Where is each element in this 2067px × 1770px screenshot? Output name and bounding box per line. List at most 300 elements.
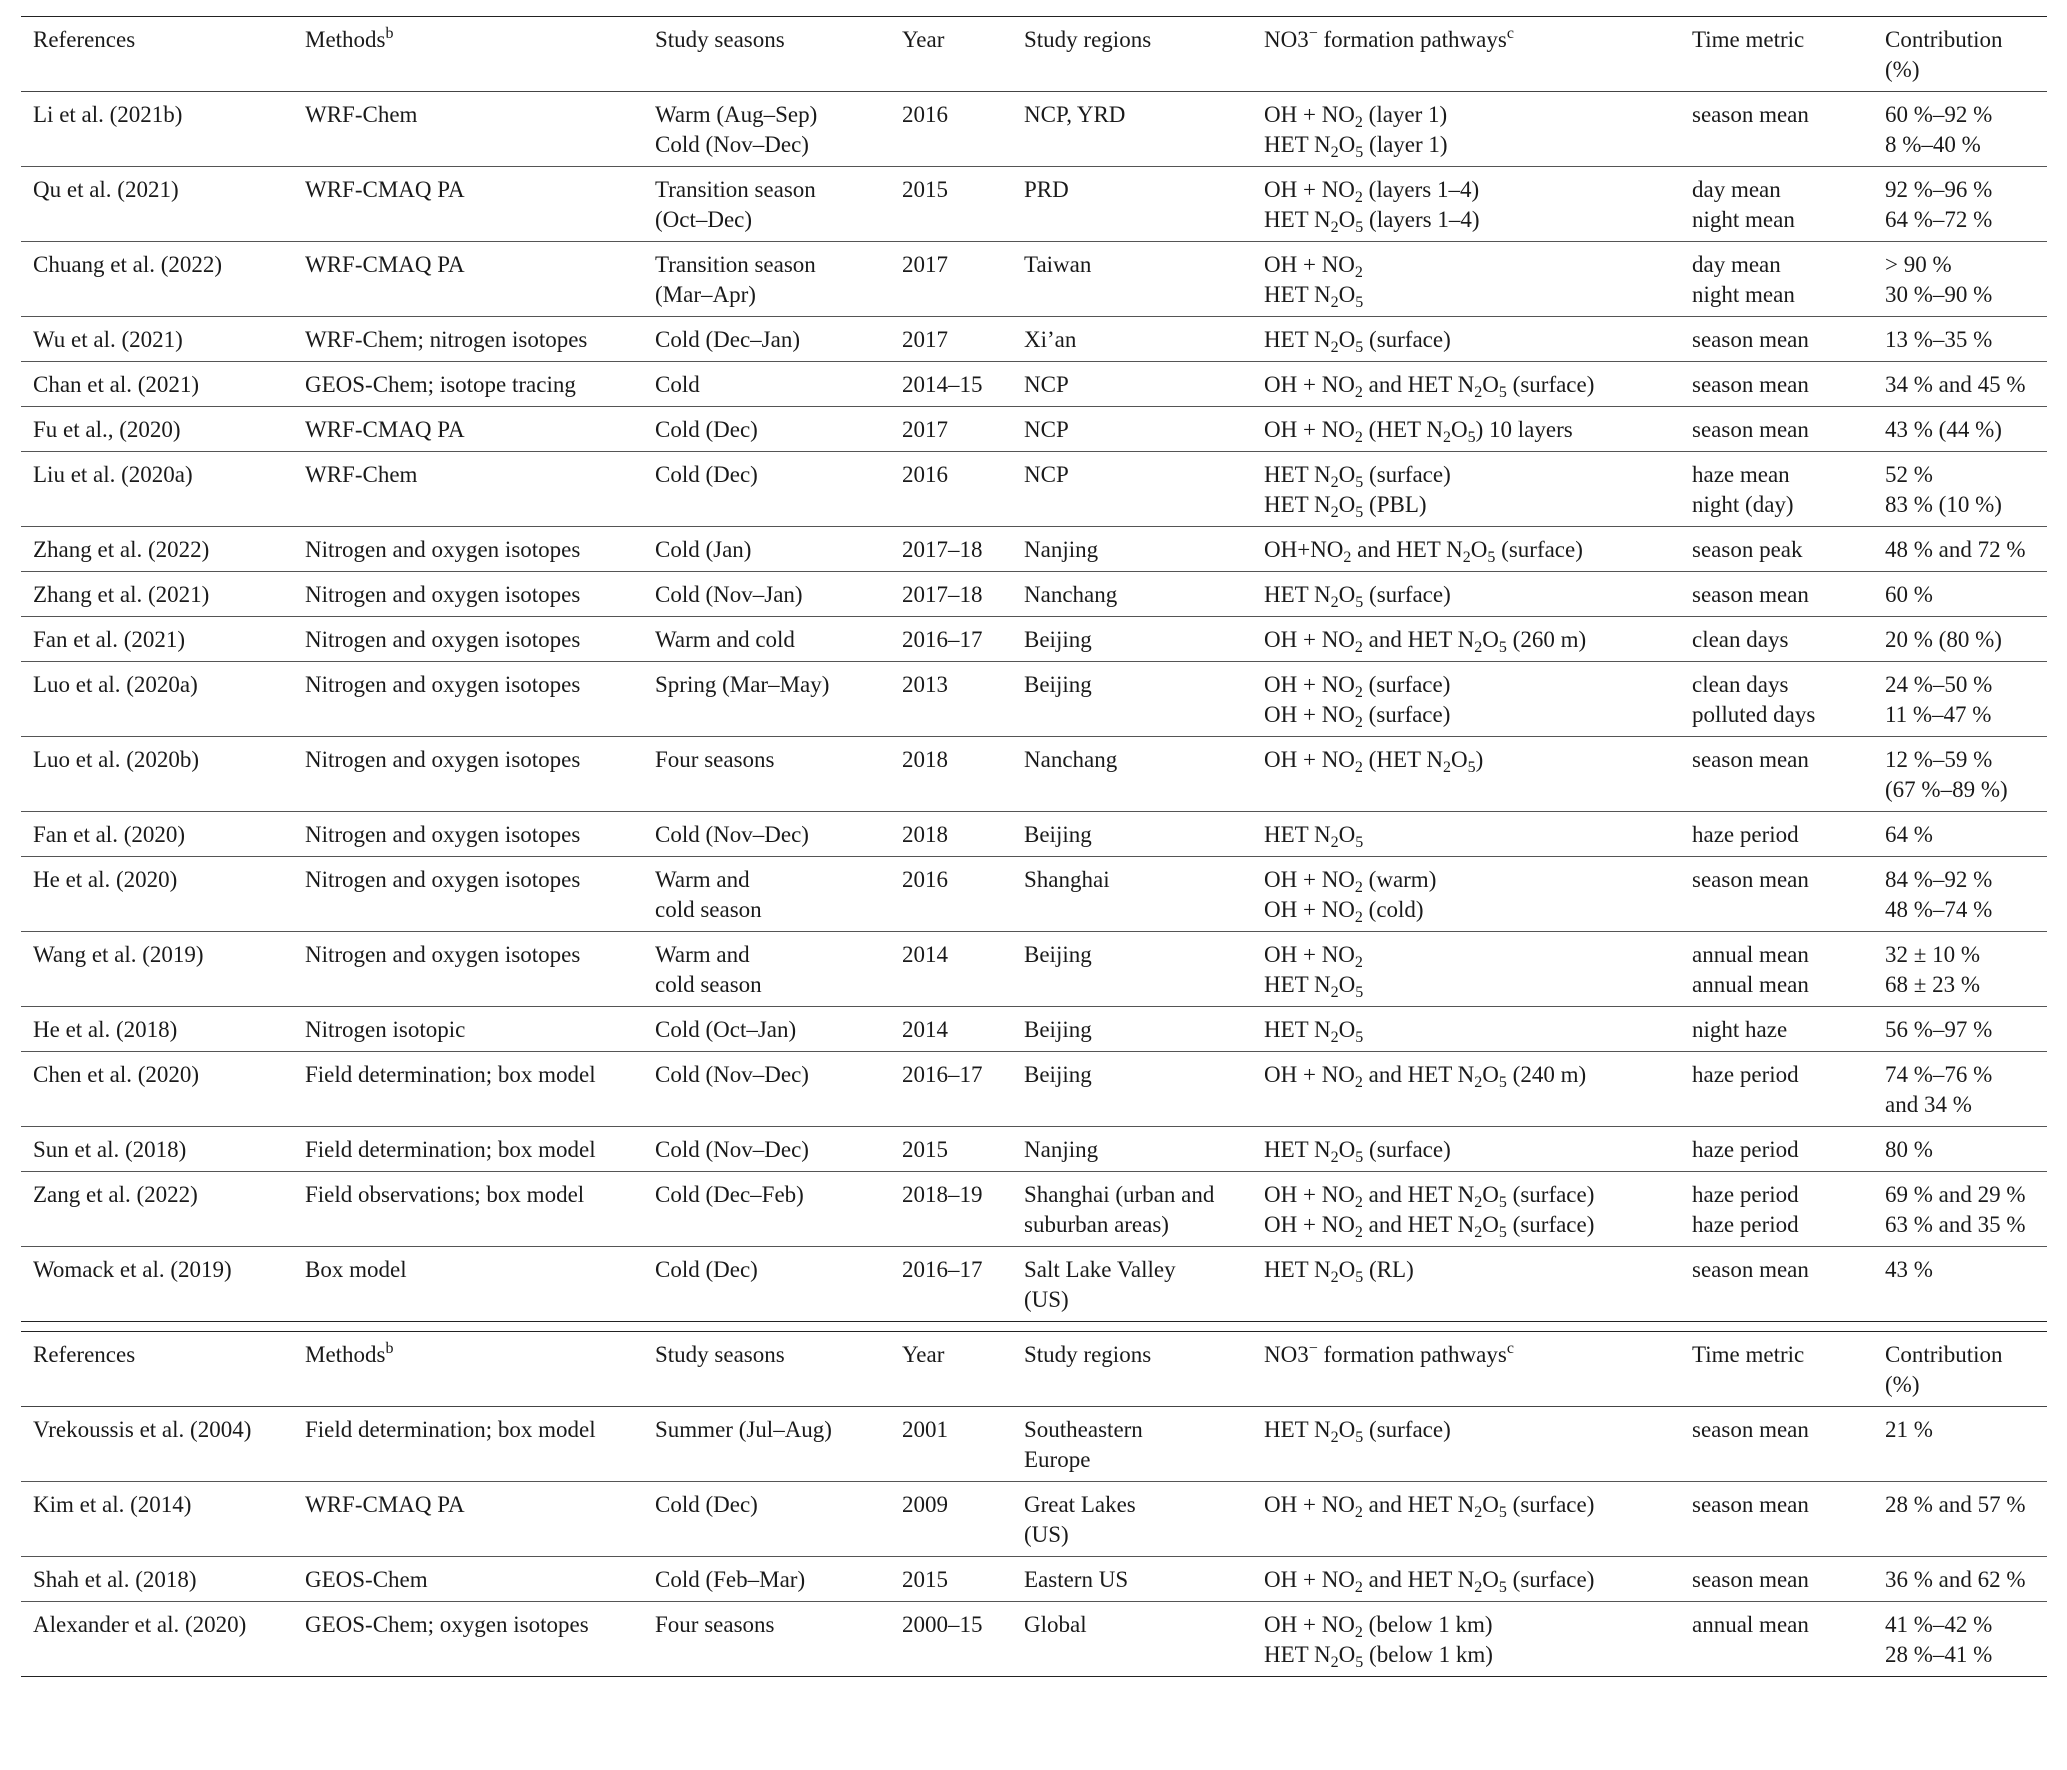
cell-line: season mean bbox=[1692, 1257, 1809, 1282]
cell-line: Spring (Mar–May) bbox=[655, 672, 830, 697]
cell-line: 80 % bbox=[1885, 1137, 1933, 1162]
header-region bbox=[1012, 1332, 1252, 1407]
cell-line: 43 % (44 %) bbox=[1885, 417, 2002, 442]
cell-line: day mean bbox=[1692, 177, 1781, 202]
cell-line: Cold (Dec) bbox=[655, 1492, 758, 1517]
cell-line: 2018 bbox=[902, 822, 948, 847]
cell-line: Four seasons bbox=[655, 747, 775, 772]
cell-line: HET $N_2O_5$ (RL) bbox=[1264, 1257, 1414, 1286]
cell-year bbox=[890, 1172, 1012, 1247]
cell-pathway bbox=[1252, 1482, 1680, 1557]
cell-line: HET $N_2O_5$ (PBL) bbox=[1264, 492, 1427, 521]
cell-line: annual mean bbox=[1692, 972, 1809, 997]
table-row bbox=[21, 407, 2047, 452]
cell-method bbox=[293, 317, 643, 362]
table-row bbox=[21, 617, 2047, 662]
cell-line: > 90 % bbox=[1885, 252, 1952, 277]
cell-region bbox=[1012, 362, 1252, 407]
cell-line: season mean bbox=[1692, 327, 1809, 352]
cell-line: Beijing bbox=[1024, 1017, 1092, 1042]
cell-time-metric bbox=[1680, 1052, 1873, 1127]
cell-time-metric bbox=[1680, 1557, 1873, 1602]
cell-line: GEOS-Chem; isotope tracing bbox=[305, 372, 576, 397]
cell-year bbox=[890, 92, 1012, 167]
cell-method bbox=[293, 362, 643, 407]
cell-line: (US) bbox=[1024, 1522, 1069, 1547]
cell-method bbox=[293, 932, 643, 1007]
cell-line: night haze bbox=[1692, 1017, 1788, 1042]
cell-line: HET $N_2O_5$ (surface) bbox=[1264, 1137, 1451, 1166]
cell-line: Nitrogen isotopic bbox=[305, 1017, 466, 1042]
cell-line: Contribution bbox=[1885, 1342, 2003, 1367]
header-time-metric bbox=[1680, 17, 1873, 92]
cell-line: (67 %–89 %) bbox=[1885, 777, 2008, 802]
cell-year bbox=[890, 527, 1012, 572]
cell-contribution bbox=[1873, 1557, 2047, 1602]
cell-season bbox=[643, 1172, 890, 1247]
cell-line: annual mean bbox=[1692, 1612, 1809, 1637]
cell-line: 28 %–41 % bbox=[1885, 1642, 1993, 1667]
cell-line: Beijing bbox=[1024, 822, 1092, 847]
cell-reference bbox=[21, 1127, 293, 1172]
cell-contribution bbox=[1873, 92, 2047, 167]
cell-line: Methods$^b$ bbox=[305, 1340, 394, 1367]
cell-contribution bbox=[1873, 317, 2047, 362]
cell-line: Fu et al., (2020) bbox=[33, 417, 181, 442]
cell-line: Warm and cold bbox=[655, 627, 795, 652]
cell-reference bbox=[21, 407, 293, 452]
cell-contribution bbox=[1873, 857, 2047, 932]
cell-contribution bbox=[1873, 1602, 2047, 1677]
cell-line: OH + $NO_2$ and HET $N_2O_5$ (surface) bbox=[1264, 1492, 1595, 1521]
cell-method bbox=[293, 1052, 643, 1127]
header-pathway bbox=[1252, 1332, 1680, 1407]
cell-method bbox=[293, 1247, 643, 1322]
cell-time-metric bbox=[1680, 317, 1873, 362]
cell-line: NCP bbox=[1024, 372, 1069, 397]
cell-method bbox=[293, 92, 643, 167]
table-row bbox=[21, 1482, 2047, 1557]
header-year bbox=[890, 1332, 1012, 1407]
cell-line: Field determination; box model bbox=[305, 1417, 596, 1442]
header-contribution bbox=[1873, 17, 2047, 92]
cell-line: Cold (Dec–Feb) bbox=[655, 1182, 804, 1207]
cell-line: Wang et al. (2019) bbox=[33, 942, 204, 967]
cell-line: OH + $NO_2$ and HET $N_2O_5$ (260 m) bbox=[1264, 627, 1587, 656]
cell-line: Year bbox=[902, 27, 945, 52]
cell-method bbox=[293, 857, 643, 932]
cell-year bbox=[890, 1602, 1012, 1677]
cell-line: Methods$^b$ bbox=[305, 25, 394, 52]
cell-line: 11 %–47 % bbox=[1885, 702, 1992, 727]
cell-line: Nitrogen and oxygen isotopes bbox=[305, 582, 581, 607]
cell-time-metric bbox=[1680, 1172, 1873, 1247]
cell-line: Study regions bbox=[1024, 27, 1152, 52]
cell-line: 2000–15 bbox=[902, 1612, 983, 1637]
cell-line: References bbox=[33, 27, 136, 52]
cell-line: 30 %–90 % bbox=[1885, 282, 1993, 307]
cell-region bbox=[1012, 737, 1252, 812]
cell-season bbox=[643, 1052, 890, 1127]
cell-time-metric bbox=[1680, 932, 1873, 1007]
cell-pathway bbox=[1252, 857, 1680, 932]
cell-line: WRF-CMAQ PA bbox=[305, 252, 465, 277]
cell-line: 83 % (10 %) bbox=[1885, 492, 2002, 517]
cell-season bbox=[643, 452, 890, 527]
cell-region bbox=[1012, 452, 1252, 527]
cell-contribution bbox=[1873, 242, 2047, 317]
cell-reference bbox=[21, 527, 293, 572]
cell-time-metric bbox=[1680, 812, 1873, 857]
cell-time-metric bbox=[1680, 857, 1873, 932]
cell-line: Zang et al. (2022) bbox=[33, 1182, 198, 1207]
cell-line: 2017–18 bbox=[902, 582, 983, 607]
cell-season bbox=[643, 1602, 890, 1677]
cell-line: Kim et al. (2014) bbox=[33, 1492, 192, 1517]
cell-pathway bbox=[1252, 1557, 1680, 1602]
cell-contribution bbox=[1873, 1482, 2047, 1557]
cell-season bbox=[643, 317, 890, 362]
cell-line: Cold (Jan) bbox=[655, 537, 752, 562]
cell-line: Nitrogen and oxygen isotopes bbox=[305, 537, 581, 562]
cell-season bbox=[643, 857, 890, 932]
cell-line: Nitrogen and oxygen isotopes bbox=[305, 627, 581, 652]
cell-line: season peak bbox=[1692, 537, 1803, 562]
cell-line: 64 %–72 % bbox=[1885, 207, 1993, 232]
cell-line: 21 % bbox=[1885, 1417, 1933, 1442]
cell-method bbox=[293, 662, 643, 737]
cell-year bbox=[890, 1127, 1012, 1172]
cell-line: WRF-CMAQ PA bbox=[305, 177, 465, 202]
cell-line: night (day) bbox=[1692, 492, 1794, 517]
cell-line: Alexander et al. (2020) bbox=[33, 1612, 247, 1637]
cell-line: season mean bbox=[1692, 867, 1809, 892]
header-method bbox=[293, 17, 643, 92]
cell-region bbox=[1012, 1172, 1252, 1247]
cell-pathway bbox=[1252, 617, 1680, 662]
cell-year bbox=[890, 407, 1012, 452]
header-season bbox=[643, 1332, 890, 1407]
cell-pathway bbox=[1252, 1172, 1680, 1247]
cell-method bbox=[293, 407, 643, 452]
cell-line: Cold (Feb–Mar) bbox=[655, 1567, 806, 1592]
cell-line: Cold bbox=[655, 372, 700, 397]
cell-line: OH + $NO_2$ and HET $N_2O_5$ (surface) bbox=[1264, 1567, 1595, 1596]
cell-method bbox=[293, 167, 643, 242]
table-body bbox=[21, 92, 2047, 1322]
cell-line: day mean bbox=[1692, 252, 1781, 277]
cell-line: Salt Lake Valley bbox=[1024, 1257, 1176, 1282]
cell-year bbox=[890, 1007, 1012, 1052]
cell-reference bbox=[21, 452, 293, 527]
cell-reference bbox=[21, 932, 293, 1007]
cell-line: PRD bbox=[1024, 177, 1069, 202]
cell-contribution bbox=[1873, 527, 2047, 572]
cell-line: Cold (Nov–Dec) bbox=[655, 822, 809, 847]
cell-line: OH + $NO_2$ (HET $N_2O_5$) 10 layers bbox=[1264, 417, 1573, 446]
cell-reference bbox=[21, 362, 293, 407]
cell-line: 60 %–92 % bbox=[1885, 102, 1993, 127]
cell-line: WRF-Chem bbox=[305, 462, 418, 487]
cell-pathway bbox=[1252, 92, 1680, 167]
cell-region bbox=[1012, 932, 1252, 1007]
cell-time-metric bbox=[1680, 572, 1873, 617]
cell-line: Shanghai bbox=[1024, 867, 1110, 892]
cell-line: Study seasons bbox=[655, 1342, 785, 1367]
cell-line: Summer (Jul–Aug) bbox=[655, 1417, 832, 1442]
cell-season bbox=[643, 932, 890, 1007]
cell-method bbox=[293, 617, 643, 662]
cell-line: Study regions bbox=[1024, 1342, 1152, 1367]
cell-region bbox=[1012, 317, 1252, 362]
cell-season bbox=[643, 1127, 890, 1172]
cell-line: Four seasons bbox=[655, 1612, 775, 1637]
cell-line: annual mean bbox=[1692, 942, 1809, 967]
cell-method bbox=[293, 527, 643, 572]
cell-line: Nanchang bbox=[1024, 747, 1118, 772]
cell-line: Cold (Dec) bbox=[655, 462, 758, 487]
cell-line: Chen et al. (2020) bbox=[33, 1062, 200, 1087]
cell-line: Wu et al. (2021) bbox=[33, 327, 183, 352]
cell-line: 43 % bbox=[1885, 1257, 1933, 1282]
cell-line: Time metric bbox=[1692, 1342, 1805, 1367]
cell-line: GEOS-Chem bbox=[305, 1567, 428, 1592]
cell-season bbox=[643, 92, 890, 167]
cell-line: Beijing bbox=[1024, 672, 1092, 697]
cell-line: Global bbox=[1024, 1612, 1087, 1637]
cell-line: 84 %–92 % bbox=[1885, 867, 1993, 892]
table-row bbox=[21, 857, 2047, 932]
cell-region bbox=[1012, 1482, 1252, 1557]
cell-line: 2018–19 bbox=[902, 1182, 983, 1207]
cell-line: 48 %–74 % bbox=[1885, 897, 1993, 922]
cell-contribution bbox=[1873, 1127, 2047, 1172]
cell-line: HET $N_2O_5$ bbox=[1264, 1017, 1364, 1046]
cell-line: HET $N_2O_5$ (layers 1–4) bbox=[1264, 207, 1480, 236]
cell-line: OH + $NO_2$ and HET $N_2O_5$ (surface) bbox=[1264, 1212, 1595, 1241]
cell-season bbox=[643, 1557, 890, 1602]
cell-line: cold season bbox=[655, 972, 762, 997]
header-method bbox=[293, 1332, 643, 1407]
cell-line: WRF-Chem; nitrogen isotopes bbox=[305, 327, 588, 352]
cell-season bbox=[643, 812, 890, 857]
cell-line: season mean bbox=[1692, 1492, 1809, 1517]
cell-line: Cold (Dec) bbox=[655, 1257, 758, 1282]
cell-line: 12 %–59 % bbox=[1885, 747, 1993, 772]
cell-contribution bbox=[1873, 1172, 2047, 1247]
cell-line: Study seasons bbox=[655, 27, 785, 52]
cell-line: (US) bbox=[1024, 1287, 1069, 1312]
cell-season bbox=[643, 407, 890, 452]
cell-time-metric bbox=[1680, 407, 1873, 452]
cell-line: 2014 bbox=[902, 942, 948, 967]
cell-pathway bbox=[1252, 527, 1680, 572]
cell-season bbox=[643, 1407, 890, 1482]
cell-region bbox=[1012, 407, 1252, 452]
cell-line: season mean bbox=[1692, 582, 1809, 607]
cell-line: Year bbox=[902, 1342, 945, 1367]
cell-line: References bbox=[33, 1342, 136, 1367]
cell-method bbox=[293, 737, 643, 812]
cell-line: Field observations; box model bbox=[305, 1182, 585, 1207]
cell-line: 2017–18 bbox=[902, 537, 983, 562]
cell-region bbox=[1012, 1052, 1252, 1127]
cell-line: 2013 bbox=[902, 672, 948, 697]
cell-line: night mean bbox=[1692, 207, 1795, 232]
table-row bbox=[21, 1247, 2047, 1322]
cell-line: Nitrogen and oxygen isotopes bbox=[305, 942, 581, 967]
cell-line: haze period bbox=[1692, 1137, 1799, 1162]
cell-line: HET $N_2O_5$ (layer 1) bbox=[1264, 132, 1448, 161]
cell-line: 2015 bbox=[902, 1137, 948, 1162]
cell-season bbox=[643, 1247, 890, 1322]
cell-line: Great Lakes bbox=[1024, 1492, 1136, 1517]
header-season bbox=[643, 17, 890, 92]
cell-year bbox=[890, 737, 1012, 812]
cell-year bbox=[890, 452, 1012, 527]
cell-line: OH + $NO_2$ (layer 1) bbox=[1264, 102, 1448, 131]
cell-line: HET $N_2O_5$ (surface) bbox=[1264, 1417, 1451, 1446]
table-row bbox=[21, 452, 2047, 527]
cell-reference bbox=[21, 1602, 293, 1677]
cell-reference bbox=[21, 662, 293, 737]
cell-region bbox=[1012, 242, 1252, 317]
header-reference bbox=[21, 1332, 293, 1407]
cell-year bbox=[890, 362, 1012, 407]
cell-line: 60 % bbox=[1885, 582, 1933, 607]
cell-reference bbox=[21, 737, 293, 812]
cell-line: WRF-Chem bbox=[305, 102, 418, 127]
cell-line: OH + $NO_2$ (warm) bbox=[1264, 867, 1437, 896]
cell-line: 41 %–42 % bbox=[1885, 1612, 1993, 1637]
cell-line: 64 % bbox=[1885, 822, 1933, 847]
cell-line: OH + $NO_2$ and HET $N_2O_5$ (surface) bbox=[1264, 1182, 1595, 1211]
cell-pathway bbox=[1252, 407, 1680, 452]
cell-reference bbox=[21, 1172, 293, 1247]
cell-line: 2015 bbox=[902, 1567, 948, 1592]
cell-line: Warm and bbox=[655, 867, 750, 892]
cell-contribution bbox=[1873, 812, 2047, 857]
cell-season bbox=[643, 737, 890, 812]
cell-line: 20 % (80 %) bbox=[1885, 627, 2002, 652]
cell-time-metric bbox=[1680, 1007, 1873, 1052]
cell-line: Nitrogen and oxygen isotopes bbox=[305, 747, 581, 772]
table-row bbox=[21, 737, 2047, 812]
cell-year bbox=[890, 1557, 1012, 1602]
cell-line: 2016–17 bbox=[902, 1062, 983, 1087]
cell-season bbox=[643, 1482, 890, 1557]
cell-line: 2016 bbox=[902, 102, 948, 127]
cell-year bbox=[890, 662, 1012, 737]
cell-line: NCP, YRD bbox=[1024, 102, 1126, 127]
cell-line: OH + $NO_2$ and HET $N_2O_5$ (240 m) bbox=[1264, 1062, 1587, 1091]
cell-line: 36 % and 62 % bbox=[1885, 1567, 2026, 1592]
cell-line: Fan et al. (2020) bbox=[33, 822, 186, 847]
cell-line: HET $N_2O_5$ (surface) bbox=[1264, 582, 1451, 611]
cell-region bbox=[1012, 92, 1252, 167]
cell-pathway bbox=[1252, 1407, 1680, 1482]
cell-line: season mean bbox=[1692, 1417, 1809, 1442]
cell-method bbox=[293, 452, 643, 527]
table-separator bbox=[21, 1322, 2047, 1331]
pathway-table-china bbox=[21, 16, 2047, 1322]
cell-region bbox=[1012, 1557, 1252, 1602]
cell-line: clean days bbox=[1692, 627, 1789, 652]
cell-year bbox=[890, 617, 1012, 662]
cell-line: Vrekoussis et al. (2004) bbox=[33, 1417, 252, 1442]
cell-line: NO3− formation pathways$^c$ bbox=[1264, 1340, 1514, 1367]
cell-line: (Oct–Dec) bbox=[655, 207, 753, 232]
cell-year bbox=[890, 1052, 1012, 1127]
cell-pathway bbox=[1252, 242, 1680, 317]
cell-region bbox=[1012, 1007, 1252, 1052]
cell-pathway bbox=[1252, 662, 1680, 737]
cell-line: (Mar–Apr) bbox=[655, 282, 756, 307]
cell-line: Eastern US bbox=[1024, 1567, 1129, 1592]
cell-contribution bbox=[1873, 1052, 2047, 1127]
table-header-row bbox=[21, 1332, 2047, 1407]
cell-line: 48 % and 72 % bbox=[1885, 537, 2026, 562]
cell-line: Liu et al. (2020a) bbox=[33, 462, 193, 487]
table-row bbox=[21, 1407, 2047, 1482]
cell-method bbox=[293, 1557, 643, 1602]
cell-line: OH + $NO_2$ (surface) bbox=[1264, 702, 1451, 731]
cell-region bbox=[1012, 812, 1252, 857]
cell-contribution bbox=[1873, 1407, 2047, 1482]
cell-line: OH + $NO_2$ (layers 1–4) bbox=[1264, 177, 1480, 206]
cell-line: 2017 bbox=[902, 417, 948, 442]
header-time-metric bbox=[1680, 1332, 1873, 1407]
cell-line: Field determination; box model bbox=[305, 1062, 596, 1087]
table-row bbox=[21, 1052, 2047, 1127]
cell-line: He et al. (2018) bbox=[33, 1017, 178, 1042]
cell-region bbox=[1012, 167, 1252, 242]
cell-region bbox=[1012, 617, 1252, 662]
cell-line: season mean bbox=[1692, 747, 1809, 772]
cell-pathway bbox=[1252, 1602, 1680, 1677]
cell-method bbox=[293, 1007, 643, 1052]
cell-line: HET $N_2O_5$ (below 1 km) bbox=[1264, 1642, 1493, 1671]
cell-reference bbox=[21, 92, 293, 167]
cell-time-metric bbox=[1680, 167, 1873, 242]
cell-line: Beijing bbox=[1024, 627, 1092, 652]
cell-contribution bbox=[1873, 167, 2047, 242]
cell-reference bbox=[21, 857, 293, 932]
cell-reference bbox=[21, 1007, 293, 1052]
cell-line: Sun et al. (2018) bbox=[33, 1137, 187, 1162]
cell-year bbox=[890, 857, 1012, 932]
cell-pathway bbox=[1252, 572, 1680, 617]
cell-line: 2014 bbox=[902, 1017, 948, 1042]
cell-line: 2016–17 bbox=[902, 1257, 983, 1282]
cell-method bbox=[293, 572, 643, 617]
table-row bbox=[21, 1127, 2047, 1172]
cell-line: suburban areas) bbox=[1024, 1212, 1169, 1237]
cell-line: Transition season bbox=[655, 177, 816, 202]
cell-year bbox=[890, 317, 1012, 362]
cell-line: 28 % and 57 % bbox=[1885, 1492, 2026, 1517]
cell-pathway bbox=[1252, 737, 1680, 812]
cell-reference bbox=[21, 317, 293, 362]
table-row bbox=[21, 1602, 2047, 1677]
cell-pathway bbox=[1252, 932, 1680, 1007]
table-row bbox=[21, 1557, 2047, 1602]
document-page bbox=[21, 16, 2047, 1677]
cell-line: Southeastern bbox=[1024, 1417, 1143, 1442]
cell-line: Beijing bbox=[1024, 1062, 1092, 1087]
cell-year bbox=[890, 167, 1012, 242]
cell-time-metric bbox=[1680, 662, 1873, 737]
